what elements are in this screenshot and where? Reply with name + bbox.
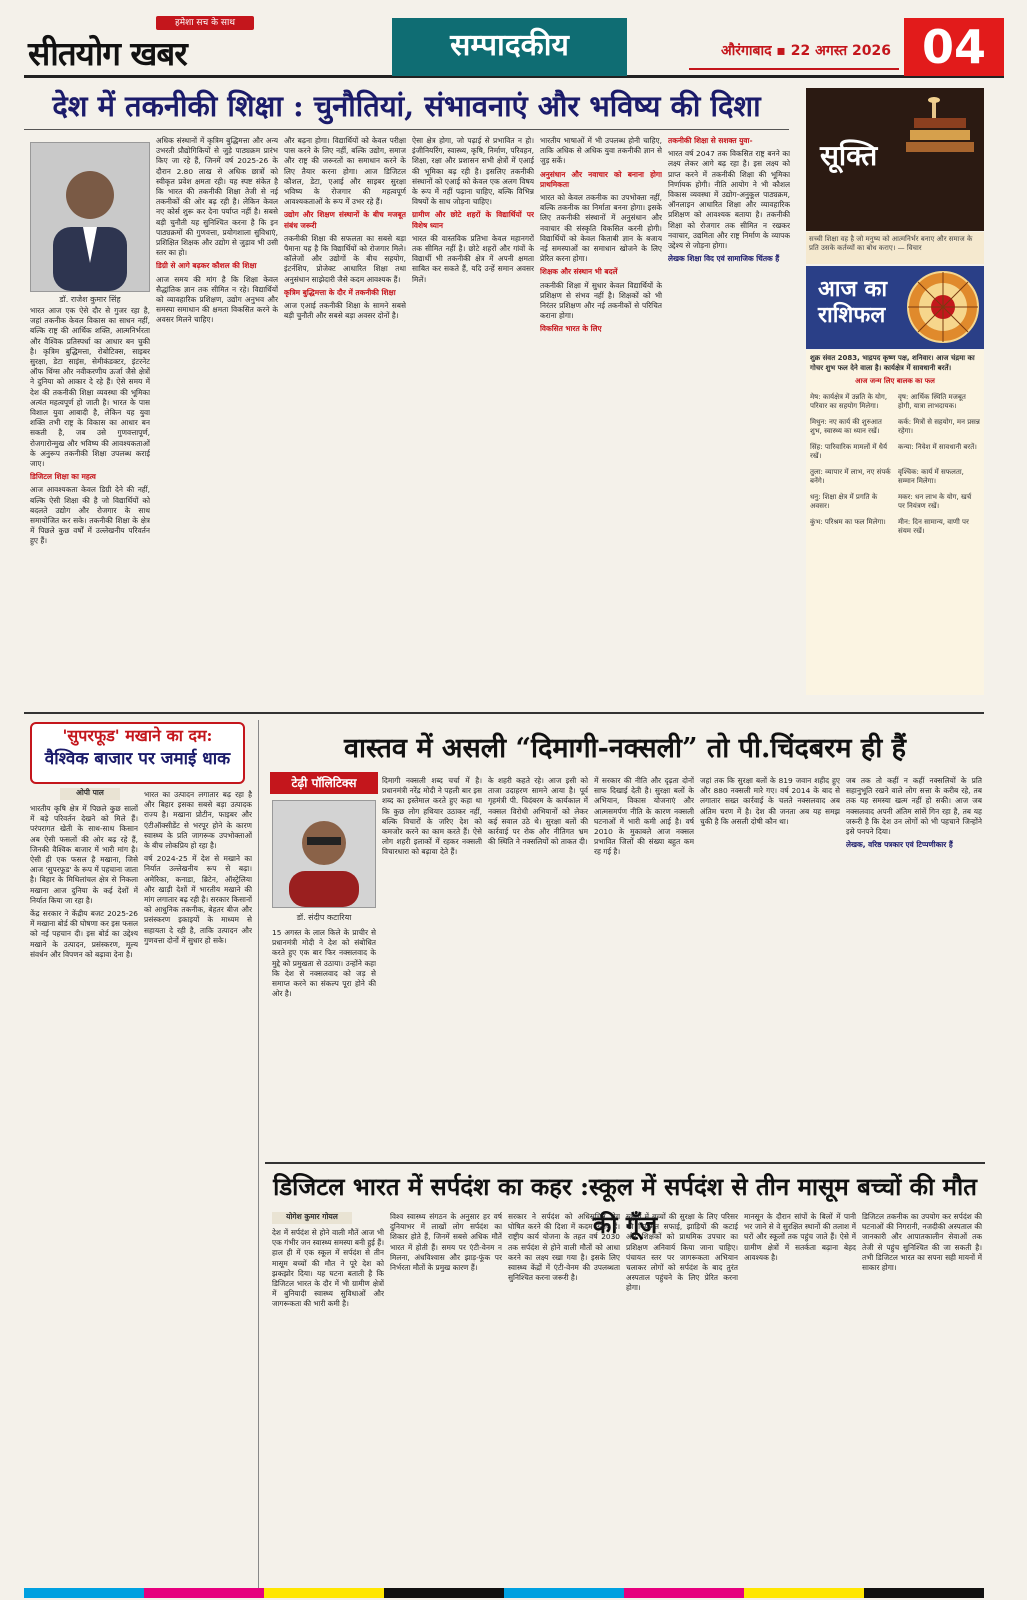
opinion-kicker: टेढ़ी पॉलिटिक्स	[270, 772, 378, 794]
paragraph: दिमागी नक्सली शब्द चर्चा में है। प्रधानमंत्री नरेंद्र मोदी ने पहली बार इस शब्द का इस्तेमाल करते हुए कहा था कि कुछ लोग हथियार उठाकर नहीं, बल्कि विचारों के जरिए देश को कमजोर करने का काम करते हैं। ऐसे लोग शहरी इलाकों में रहकर नक्सली विचारधारा को बढ़ावा देते हैं।	[382, 776, 482, 857]
sukti-title: सूक्ति	[820, 139, 878, 172]
paragraph: वर्ष 2024-25 में देश से मखाने का निर्यात उल्लेखनीय रूप से बढ़ा। अमेरिका, कनाडा, ब्रिटेन, ऑस्ट्रेलिया और खाड़ी देशों में भारतीय मखाने की मांग लगातार बढ़ रही है। सरकार किसानों को आधुनिक तकनीक, बेहतर बीज और प्रसंस्करण इकाइयों के माध्यम से सहायता दे रही है, ताकि उत्पादन और गुणवत्ता दोनों में सुधार हो सके।	[144, 854, 252, 945]
opinion-author: डॉ. संदीप कटारिया	[296, 913, 352, 922]
paragraph: 15 अगस्त के लाल किले के प्राचीर से प्रधानमंत्री मोदी ने देश को संबोधित करते हुए एक बार फिर नक्सलवाद के मुद्दे को प्रमुखता से उठाया। उन्होंने कहा कि देश से नक्सलवाद को जड़ से समाप्त करने का संकल्प पूरा होने की ओर है।	[272, 928, 376, 999]
rashi-entry: कन्या: निवेश में सावधानी बरतें।	[898, 442, 977, 451]
sukti-quote: सच्ची शिक्षा वह है जो मनुष्य को आत्मनिर्भर बनाए और समाज के प्रति उसके कर्तव्यों का बोध कराए। — विचार	[806, 232, 984, 264]
opinion-col-6	[846, 776, 982, 1158]
paragraph: में सरकार की नीति और दृढ़ता दोनों साफ दिखाई देती है। सुरक्षा बलों के अभियान, विकास योजनाएं और आत्मसमर्पण नीति के कारण नक्सली घटनाओं में भारी कमी आई है। वर्ष 2010 के मुकाबले आज नक्सल प्रभावित जिलों की संख्या बहुत कम रह गई है।	[594, 776, 694, 857]
paragraph: जब तक तो कहीं न कहीं नक्सलियों के प्रति सहानुभूति रखने वाले लोग सत्ता के करीब रहे, तब तक यह समस्या खत्म नहीं हो सकी। आज जब नक्सलवाद अपनी अंतिम सांसें गिन रहा है, तब यह जरूरी है कि देश उन लोगों को भी पहचाने जिन्होंने इसे पनपने दिया।	[846, 776, 982, 837]
main-col-2	[156, 136, 278, 694]
rashi-entry: सिंह: पारिवारिक मामलों में धैर्य रखें।	[810, 442, 888, 460]
snakebite-col-5	[744, 1212, 856, 1584]
paragraph: देश में सर्पदंश से होने वाली मौतें आज भी एक गंभीर जन स्वास्थ्य समस्या बनी हुई हैं। हाल ही में एक स्कूल में सर्पदंश से तीन मासूम बच्चों की मौत ने पूरे देश को झकझोर दिया। यह घटना बताती है कि डिजिटल भारत के दौर में भी ग्रामीण क्षेत्रों में बुनियादी स्वास्थ्य सुविधाओं और जागरूकता की भारी कमी है।	[272, 1228, 384, 1309]
paragraph: मानसून के दौरान सांपों के बिलों में पानी भर जाने से वे सुरक्षित स्थानों की तलाश में घरों और स्कूलों तक पहुंच जाते हैं। ऐसे में ग्रामीण क्षेत्रों में सतर्कता बढ़ाना बेहद आवश्यक है।	[744, 1212, 856, 1262]
main-col-5	[540, 136, 662, 694]
rashi-entry: धनु: शिक्षा क्षेत्र में प्रगति के अवसर।	[810, 492, 878, 510]
rashi-entry: वृश्चिक: कार्य में सफलता, सम्मान मिलेगा।	[898, 467, 964, 485]
paragraph: डिजिटल तकनीक का उपयोग कर सर्पदंश की घटनाओं की निगरानी, नजदीकी अस्पताल की जानकारी और आपातकालीन सेवाओं तक तेजी से पहुंच सुनिश्चित की जा सकती है। तभी डिजिटल भारत का सपना सही मायनों में साकार होगा।	[862, 1212, 982, 1273]
subhead: ग्रामीण और छोटे शहरों के विद्यार्थियों पर विशेष ध्यान	[412, 210, 534, 230]
rashi-entry: मकर: धन लाभ के योग, खर्च पर नियंत्रण रखें।	[898, 492, 972, 510]
paragraph: आज एआई तकनीकी शिक्षा के सामने सबसे बड़ी चुनौती और सबसे बड़ा अवसर दोनों है।	[284, 301, 406, 321]
paragraph: तकनीकी शिक्षा की सफलता का सबसे बड़ा पैमाना यह है कि विद्यार्थियों को रोजगार मिले। कॉलेजों और उद्योगों के बीच सहयोग, इंटर्नशिप, प्रोजेक्ट आधारित शिक्षा तथा अनुसंधान साझेदारी जैसे कदम आवश्यक हैं।	[284, 233, 406, 284]
paragraph: ऐसा क्षेत्र होगा, जो पढ़ाई से प्रभावित न हो। इंजीनियरिंग, स्वास्थ्य, कृषि, निर्माण, परिवहन, शिक्षा, रक्षा और प्रशासन सभी क्षेत्रों में एआई की भूमिका बढ़ रही है। इसलिए तकनीकी संस्थानों को एआई को केवल एक अलग विषय के रूप में नहीं पढ़ाना चाहिए, बल्कि विभिन्न विषयों के साथ जोड़ना चाहिए।	[412, 136, 534, 207]
newspaper-logo[interactable]	[24, 14, 259, 76]
paragraph: भारतीय भाषाओं में भी उपलब्ध होनी चाहिए, ताकि अधिक से अधिक युवा तकनीकी ज्ञान से जुड़ सकें।	[540, 136, 662, 166]
author-signature: लेखक, वरिष्ठ पत्रकार एवं टिप्पणीकार हैं	[846, 840, 953, 850]
author-signature: लेखक शिक्षा विद एवं सामाजिक चिंतक हैं	[668, 254, 780, 264]
logo-name: सीतयोग खबर	[28, 34, 187, 73]
opinion-col-1	[272, 928, 376, 1158]
rashifal-box	[806, 266, 984, 349]
subhead: कृत्रिम बुद्धिमत्ता के दौर में तकनीकी शिक्षा	[284, 287, 396, 297]
makhana-author: ओपी पाल	[60, 788, 120, 800]
snakebite-author: योगेश कुमार गोयल	[272, 1212, 352, 1224]
makhana-col-2	[144, 790, 252, 1584]
opinion-col-5	[700, 776, 840, 1158]
column-rule	[258, 720, 259, 1590]
sukti-box	[806, 88, 984, 231]
rashi-entry: कुंभ: परिश्रम का फल मिलेगा।	[810, 517, 886, 526]
subhead: उद्योग और शिक्षण संस्थानों के बीच मजबूत संबंध जरूरी	[284, 210, 406, 230]
person-silhouette-icon	[31, 143, 149, 291]
makhana-col-1	[30, 804, 138, 1584]
dateline: औरंगाबाद ▪ 22 अगस्त 2026	[689, 36, 899, 70]
main-headline[interactable]: देश में तकनीकी शिक्षा : चुनौतियां, संभावनाएं और भविष्य की दिशा	[24, 84, 789, 130]
author-caption: डॉ. राजेश कुमार सिंह	[59, 295, 121, 304]
opinion-author-photo	[272, 800, 376, 908]
rashifal-intro: शुक्र संवत 2083, भाद्रपद कृष्ण पक्ष, शनिवार। आज चंद्रमा का गोचर शुभ फल देने वाला है। कार्यक्षेत्र में सावधानी बरतें।	[810, 354, 975, 372]
paragraph: भारतीय कृषि क्षेत्र में पिछले कुछ सालों में बड़े परिवर्तन देखने को मिले हैं। परंपरागत खेती के साथ-साथ किसान अब ऐसी फसलों की ओर बढ़ रहे हैं, जिनकी वैश्विक बाजार में भारी मांग है। ऐसी ही एक फसल है मखाना, जिसे आज 'सुपरफूड' के रूप में पहचाना जाता है। बिहार के मिथिलांचल क्षेत्र से निकला मखाना आज दुनिया के कई देशों में निर्यात किया जा रहा है।	[30, 804, 138, 905]
section-divider	[24, 712, 984, 714]
subhead: अनुसंधान और नवाचार को बनाना होगा प्राथमिकता	[540, 169, 662, 189]
print-color-strip	[24, 1588, 984, 1598]
subhead: डिग्री से आगे बढ़कर कौशल की शिक्षा	[156, 261, 257, 271]
section-title: सम्पादकीय	[392, 18, 627, 76]
snakebite-col-3	[508, 1212, 620, 1584]
rashi-entry: तुला: व्यापार में लाभ, नए संपर्क बनेंगे।	[810, 467, 891, 485]
rashi-entry: मीन: दिन सामान्य, वाणी पर संयम रखें।	[898, 517, 969, 535]
rashi-entry: मेष: कार्यक्षेत्र में उन्नति के योग, परिवार का सहयोग मिलेगा।	[810, 392, 888, 410]
paragraph: आज समय की मांग है कि शिक्षा केवल सैद्धांतिक ज्ञान तक सीमित न रहे। विद्यार्थियों को व्यावहारिक प्रशिक्षण, उद्योग अनुभव और समस्या समाधान की क्षमता विकसित करने के अवसर मिलने चाहिए।	[156, 274, 278, 325]
rashi-entry: कर्क: मित्रों से सहयोग, मन प्रसन्न रहेगा।	[898, 417, 980, 435]
opinion-col-4	[594, 776, 694, 1158]
snakebite-col-4	[626, 1212, 738, 1584]
subhead: डिजिटल शिक्षा का महत्व	[30, 472, 96, 482]
paragraph: भारत की वास्तविक प्रतिभा केवल महानगरों तक सीमित नहीं है। छोटे शहरों और गांवों के विद्यार्थी भी तकनीकी क्षेत्र में अपनी क्षमता साबित कर सकते हैं, यदि उन्हें समान अवसर मिलें।	[412, 233, 534, 284]
rashi-entry: वृष: आर्थिक स्थिति मजबूत होगी, यात्रा लाभदायक।	[898, 392, 966, 410]
person-silhouette-icon	[273, 801, 375, 907]
opinion-col-2	[382, 776, 482, 1158]
snakebite-col-1	[272, 1228, 384, 1584]
rashifal-body	[806, 350, 984, 695]
rashifal-grid	[810, 393, 980, 537]
paragraph: के शहरी कहते रहे। आज इसी को ताजा उदाहरण सामने आया है। पूर्व गृहमंत्री पी. चिदंबरम के कार्यकाल में नक्सल विरोधी अभियानों को लेकर कई सवाल उठे थे। सुरक्षा बलों की कार्रवाई पर रोक और नीतिगत भ्रम की स्थिति ने नक्सलियों को ताकत दी।	[488, 776, 588, 847]
paragraph: भारत वर्ष 2047 तक विकसित राष्ट्र बनने का लक्ष्य लेकर आगे बढ़ रहा है। इस लक्ष्य को प्राप्त करने में तकनीकी शिक्षा की भूमिका निर्णायक होगी। नीति आयोग ने भी कौशल विकास व्यवस्था में उद्योग-अनुकूल पाठ्यक्रम, ऑनलाइन आधारित शिक्षा और व्यावहारिक प्रशिक्षण को आवश्यक बताया है। तकनीकी शिक्षा को रोजगार तक सीमित न रखकर नवाचार, उद्यमिता और राष्ट्र निर्माण के व्यापक उद्देश्य से जोड़ना होगा।	[668, 149, 790, 251]
logo-tagline: हमेशा सच के साथ	[156, 16, 254, 30]
masthead	[24, 14, 1004, 78]
paragraph: अधिक संस्थानों में कृत्रिम बुद्धिमत्ता और अन्य उभरती प्रौद्योगिकियों से जुड़े पाठ्यक्रम प्रारंभ किए जा रहे हैं, जिनमें वर्ष 2025-26 के दौरान 2.80 लाख से अधिक छात्रों को स्वीकृत प्रवेश क्षमता रही। यह स्पष्ट संकेत है कि भारत की तकनीकी शिक्षा तेजी से नई तकनीकों की ओर बढ़ रही है। लेकिन केवल नए कोर्स शुरू कर देना पर्याप्त नहीं है। सबसे बड़ी चुनौती यह सुनिश्चित करना है कि इन पाठ्यक्रमों की गुणवत्ता, प्रयोगशाला सुविधाएं, प्रशिक्षित शिक्षक और उद्योग से जुड़ाव भी उसी स्तर का हो।	[156, 136, 278, 258]
makhana-headline-line1: 'सुपरफूड' मखाने का दम:	[62, 726, 213, 745]
paragraph: तकनीकी शिक्षा में सुधार केवल विद्यार्थियों के प्रशिक्षण से संभव नहीं है। शिक्षकों को भी निरंतर प्रशिक्षण और नई तकनीकों से परिचित कराना होगा।	[540, 280, 662, 321]
subhead: शिक्षक और संस्थान भी बदलें	[540, 267, 618, 277]
author-photo	[30, 142, 150, 292]
paragraph: भारत का उत्पादन लगातार बढ़ रहा है और बिहार इसका सबसे बड़ा उत्पादक राज्य है। मखाना प्रोटीन, फाइबर और एंटीऑक्सीडेंट से भरपूर होने के कारण स्वास्थ्य के प्रति जागरूक उपभोक्ताओं के बीच लोकप्रिय हो रहा है।	[144, 790, 252, 851]
main-col-1	[30, 306, 150, 694]
snakebite-col-6	[862, 1212, 982, 1584]
paragraph: जहां तक कि सुरक्षा बलों के 819 जवान शहीद हुए और 880 नक्सली मारे गए। वर्ष 2014 के बाद से लगातार सख्त कार्रवाई के चलते नक्सलवाद अब अंतिम चरण में है। देश की जनता अब यह समझ चुकी है कि असली दोषी कौन था।	[700, 776, 840, 826]
paragraph: केंद्र सरकार ने केंद्रीय बजट 2025-26 में मखाना बोर्ड की घोषणा कर इस फसल को नई पहचान दी। इस बोर्ड का उद्देश्य मखाने के उत्पादन, प्रसंस्करण, मूल्य संवर्धन और विपणन को बढ़ावा देना है।	[30, 909, 138, 959]
paragraph: स्कूलों में बच्चों की सुरक्षा के लिए परिसर की नियमित सफाई, झाड़ियों की कटाई और शिक्षकों को प्राथमिक उपचार का प्रशिक्षण अनिवार्य किया जाना चाहिए। पंचायत स्तर पर जागरूकता अभियान चलाकर लोगों को सर्पदंश के बाद तुरंत अस्पताल पहुंचने के लिए प्रेरित करना होगा।	[626, 1212, 738, 1293]
main-col-4	[412, 136, 534, 694]
paragraph: भारत आज एक ऐसे दौर से गुजर रहा है, जहां तकनीक केवल विकास का साधन नहीं, बल्कि राष्ट्र की आर्थिक शक्ति, आत्मनिर्भरता और वैश्विक प्रतिस्पर्धा का आधार बन चुकी है। कृत्रिम बुद्धिमत्ता, रोबोटिक्स, साइबर सुरक्षा, डेटा साइंस, सेमीकंडक्टर, इंटरनेट ऑफ थिंग्स और नवीकरणीय ऊर्जा जैसे क्षेत्रों ने दुनिया को आकार दे रहे हैं। ऐसे समय में देश की तकनीकी शिक्षा व्यवस्था की भूमिका अत्यंत महत्वपूर्ण हो जाती है। भारत के पास विशाल युवा आबादी है, लेकिन यह युवा शक्ति तभी राष्ट्र के विकास का आधार बन सकती है, जब उसे गुणवत्तापूर्ण, रोजगारोन्मुख और भविष्य की आवश्यकताओं के अनुरूप तकनीकी शिक्षा उपलब्ध कराई जाए।	[30, 306, 150, 469]
rashi-entry: मिथुन: नए कार्य की शुरुआत शुभ, स्वास्थ्य का ध्यान रखें।	[810, 417, 882, 435]
page-number: 04	[904, 18, 1004, 76]
opinion-headline[interactable]: वास्तव में असली “दिमागी-नक्सली” तो पी.चिंदबरम ही हैं	[344, 733, 906, 764]
zodiac-wheel-icon	[906, 270, 980, 344]
subhead: तकनीकी शिक्षा से सशक्त युवा-	[668, 136, 753, 145]
paragraph: भारत को केवल तकनीक का उपभोक्ता नहीं, बल्कि तकनीक का निर्माता बनना होगा। इसके लिए तकनीकी संस्थानों में अनुसंधान और नवाचार की संस्कृति विकसित करनी होगी। विद्यार्थियों को केवल किताबी ज्ञान के बजाय नई समस्याओं का समाधान खोजने के लिए प्रेरित करना होगा।	[540, 193, 662, 264]
makhana-headline[interactable]	[30, 722, 245, 784]
main-col-3	[284, 136, 406, 694]
makhana-headline-line2: वैश्विक बाजार पर जमाई धाक	[44, 749, 231, 769]
opinion-col-3	[488, 776, 588, 1158]
subhead: विकसित भारत के लिए	[540, 324, 602, 334]
paragraph: आज आवश्यकता केवल डिग्री देने की नहीं, बल्कि ऐसी शिक्षा की है जो विद्यार्थियों को बदलते उद्योग और रोजगार के साथ समायोजित कर सके। तकनीकी शिक्षा के क्षेत्र में पिछले कुछ वर्षों में उल्लेखनीय परिवर्तन हुए हैं।	[30, 485, 150, 546]
paragraph: विश्व स्वास्थ्य संगठन के अनुसार हर वर्ष दुनियाभर में लाखों लोग सर्पदंश का शिकार होते हैं, जिनमें सबसे अधिक मौतें भारत में होती हैं। समय पर एंटी-वेनम न मिलना, अंधविश्वास और झाड़-फूंक पर निर्भरता मौतों के प्रमुख कारण हैं।	[390, 1212, 502, 1273]
paragraph: सरकार ने सर्पदंश को अधिसूचित रोग घोषित करने की दिशा में कदम उठाए हैं। राष्ट्रीय कार्य योजना के तहत वर्ष 2030 तक सर्पदंश से होने वाली मौतों को आधा करने का लक्ष्य रखा गया है। इसके लिए स्वास्थ्य केंद्रों में एंटी-वेनम की उपलब्धता सुनिश्चित करना जरूरी है।	[508, 1212, 620, 1283]
section-divider	[265, 1162, 985, 1164]
books-icon	[902, 96, 978, 166]
rashifal-heading: आज जन्म लिए बालक का फल	[855, 377, 935, 385]
paragraph: और बढ़ना होगा। विद्यार्थियों को केवल परीक्षा पास करने के लिए नहीं, बल्कि उद्योग, समाज और राष्ट्र की जरूरतों का समाधान करने के लिए तैयार करना होगा। आज डिजिटल कौशल, डेटा, एआई और साइबर सुरक्षा भविष्य के रोजगार की महत्वपूर्ण आवश्यकताओं के रूप में उभर रहे हैं।	[284, 136, 406, 207]
snakebite-headline[interactable]: डिजिटल भारत में सर्पदंश का कहर :स्कूल में सर्पदंश से तीन मासूम बच्चों की मौत की गूँज	[273, 1172, 977, 1239]
snakebite-col-2	[390, 1212, 502, 1584]
main-col-6	[668, 136, 790, 694]
rashifal-title: आज का राशिफल	[818, 276, 888, 328]
